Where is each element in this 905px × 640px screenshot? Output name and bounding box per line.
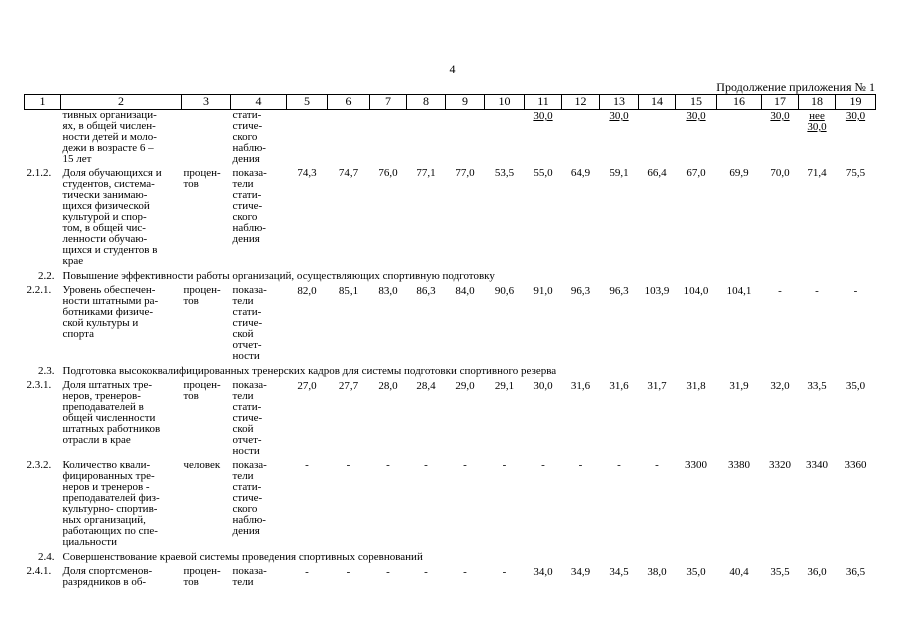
- column-header: 16: [717, 95, 762, 110]
- value-cell: [328, 110, 370, 166]
- value-cell: [287, 110, 328, 166]
- indicator-number: 2.3.2.: [26, 459, 52, 471]
- value-cell: [446, 110, 485, 166]
- indicator-number: 2.3.1.: [26, 380, 52, 391]
- value-cell: 77,1: [416, 167, 436, 179]
- value-cell: -: [424, 566, 428, 578]
- value-cell: 90,6: [494, 285, 515, 297]
- column-header: 14: [639, 95, 676, 110]
- value-cell: -: [463, 566, 467, 578]
- value-cell: 31,8: [686, 380, 706, 392]
- indicator-source: показа- тели стати- стиче- ской отчет- ности: [232, 285, 267, 362]
- value-cell: 30,0: [609, 110, 629, 122]
- value-cell: 70,0: [770, 167, 790, 179]
- column-header: 17: [762, 95, 799, 110]
- value-cell: -: [502, 459, 507, 471]
- value-cell: 34,0: [533, 566, 553, 578]
- indicator-unit: процен- тов: [183, 285, 221, 307]
- value-cell: [370, 110, 407, 166]
- value-cell: 67,0: [686, 167, 706, 179]
- column-header: 6: [328, 95, 370, 110]
- section-title: Повышение эффективности работы организаций, осуществляющих спортивную подготовку: [62, 270, 495, 282]
- value-cell: 96,3: [609, 285, 629, 297]
- indicator-source: показа- тели стати- стиче- ского наблю- дения: [232, 167, 267, 245]
- indicator-source: показа- тели стати- стиче- ской отчет- ности: [232, 380, 267, 457]
- indicator-name: Количество квали- фицированных тре- неров и тренеров - преподавателей физ- культурно- спортив- ных организаций, работающих по спе- циальности: [62, 459, 160, 548]
- indicator-name: Доля обучающихся и студентов, система- тически занимаю- щихся физической культурой и спор- том, в общей чис- ленности обучаю- щихся и студентов в крае: [62, 167, 162, 267]
- value-cell: -: [463, 459, 467, 471]
- section-number: 2.4.: [38, 551, 55, 563]
- value-cell: 40,4: [729, 566, 749, 578]
- indicator-unit: процен- тов: [183, 167, 221, 190]
- value-cell: 55,0: [533, 167, 553, 179]
- value-cell: 104,0: [683, 285, 709, 297]
- value-cell: 36,0: [807, 566, 827, 578]
- value-cell: нее 30,0: [807, 110, 827, 133]
- value-cell: 27,7: [338, 380, 359, 392]
- value-cell: -: [346, 459, 351, 471]
- value-cell: 30,0: [533, 110, 553, 122]
- value-cell: -: [853, 285, 858, 297]
- continuation-label: Продолжение приложения № 1: [716, 80, 875, 94]
- value-cell: 86,3: [416, 285, 436, 297]
- column-header: 2: [61, 95, 182, 110]
- value-cell: 53,5: [494, 167, 515, 179]
- value-cell: 35,5: [770, 566, 790, 578]
- table-row: [25, 566, 876, 588]
- value-cell: 35,0: [686, 566, 706, 578]
- value-cell: 33,5: [807, 380, 827, 392]
- value-cell: 96,3: [570, 285, 591, 297]
- section-title: Подготовка высококвалифицированных тренерских кадров для системы подготовки спортивного резерва: [62, 365, 557, 377]
- value-cell: 84,0: [455, 285, 475, 297]
- column-header: 5: [287, 95, 328, 110]
- value-cell: 29,1: [494, 380, 515, 392]
- indicator-unit: человек: [183, 459, 221, 471]
- value-cell: 38,0: [647, 566, 667, 578]
- section-number: 2.3.: [38, 365, 55, 377]
- column-header: 1: [25, 95, 61, 110]
- column-header: 4: [231, 95, 287, 110]
- value-cell: 30,0: [533, 380, 553, 392]
- value-cell: -: [578, 459, 583, 471]
- value-cell: 75,5: [845, 167, 866, 179]
- value-cell: 3300: [685, 459, 707, 471]
- value-cell: [639, 110, 676, 166]
- value-cell: [562, 110, 600, 166]
- value-cell: -: [815, 285, 819, 297]
- column-header: 11: [525, 95, 562, 110]
- section-row: [25, 267, 876, 285]
- column-header: 19: [836, 95, 876, 110]
- value-cell: -: [655, 459, 659, 471]
- value-cell: [485, 110, 525, 166]
- value-cell: 74,7: [338, 167, 359, 179]
- indicator-number: 2.4.1.: [26, 566, 52, 577]
- value-cell: 36,5: [845, 566, 866, 578]
- value-cell: -: [386, 459, 390, 471]
- value-cell: 27,0: [297, 380, 317, 392]
- value-cell: 35,0: [845, 380, 866, 392]
- column-header: 18: [799, 95, 836, 110]
- value-cell: -: [541, 459, 545, 471]
- column-header: 12: [562, 95, 600, 110]
- indicator-name: тивных организаци- ях, в общей числен- ности детей и моло- дежи в возрасте 6 – 15 лет: [62, 109, 157, 165]
- value-cell: -: [502, 566, 507, 578]
- indicator-name: Доля спортсменов- разрядников в об-: [62, 566, 153, 588]
- value-cell: -: [617, 459, 621, 471]
- indicator-source: стати- стиче- ского наблю- дения: [232, 109, 266, 165]
- value-cell: 77,0: [455, 167, 475, 179]
- table-row: [25, 380, 876, 457]
- value-cell: 32,0: [770, 380, 790, 392]
- value-cell: 3360: [844, 459, 867, 471]
- column-header: 13: [600, 95, 639, 110]
- value-cell: -: [346, 566, 351, 578]
- indicator-unit: процен- тов: [183, 566, 221, 588]
- value-cell: 28,0: [378, 380, 398, 392]
- value-cell: 104,1: [726, 285, 752, 297]
- indicator-number: 2.1.2.: [26, 167, 52, 179]
- indicator-name: Уровень обеспечен- ности штатными ра- ботниками физиче- ской культуры и спорта: [62, 285, 159, 340]
- value-cell: 34,9: [570, 566, 591, 578]
- value-cell: -: [778, 285, 782, 297]
- section-row: [25, 548, 876, 566]
- value-cell: 103,9: [644, 285, 670, 297]
- page-number: 4: [449, 62, 456, 76]
- column-header: 3: [182, 95, 231, 110]
- value-cell: 30,0: [686, 110, 706, 122]
- table-row: [25, 165, 876, 267]
- section-title: Совершенствование краевой системы проведения спортивных соревнований: [62, 551, 423, 563]
- column-header: 8: [407, 95, 446, 110]
- value-cell: 31,6: [609, 380, 629, 392]
- value-cell: -: [424, 459, 428, 471]
- value-cell: -: [305, 459, 309, 471]
- column-header: 9: [446, 95, 485, 110]
- value-cell: -: [305, 566, 309, 578]
- header-row: [25, 95, 876, 110]
- value-cell: 59,1: [609, 167, 629, 179]
- value-cell: 28,4: [416, 380, 436, 392]
- value-cell: 31,6: [570, 380, 591, 392]
- value-cell: 83,0: [378, 285, 398, 297]
- indicator-source: показа- тели: [232, 566, 267, 588]
- value-cell: 74,3: [297, 167, 317, 179]
- section-number: 2.2.: [38, 270, 55, 282]
- value-cell: 91,0: [533, 285, 553, 297]
- indicator-name: Доля штатных тре- неров, тренеров- преподавателей в общей численности штатных работников отрасли в крае: [62, 380, 161, 446]
- value-cell: 85,1: [338, 285, 359, 297]
- table-row: [25, 285, 876, 362]
- value-cell: 64,9: [570, 167, 591, 179]
- value-cell: -: [386, 566, 390, 578]
- value-cell: 71,4: [807, 167, 827, 179]
- column-header: 10: [485, 95, 525, 110]
- section-row: [25, 362, 876, 380]
- value-cell: 3320: [769, 459, 791, 471]
- value-cell: [717, 110, 762, 166]
- value-cell: 30,0: [845, 110, 866, 122]
- indicator-unit: процен- тов: [183, 380, 221, 402]
- value-cell: 69,9: [729, 167, 749, 179]
- value-cell: 31,7: [647, 380, 667, 392]
- value-cell: 3380: [728, 459, 750, 471]
- value-cell: 3340: [806, 459, 828, 471]
- value-cell: 30,0: [770, 110, 790, 122]
- value-cell: 76,0: [378, 167, 398, 179]
- table-row: [25, 457, 876, 548]
- value-cell: [407, 110, 446, 166]
- value-cell: 82,0: [297, 285, 317, 297]
- indicator-number: 2.2.1.: [26, 285, 52, 296]
- value-cell: 29,0: [455, 380, 475, 392]
- table-row: [25, 110, 876, 166]
- value-cell: 34,5: [609, 566, 629, 578]
- indicators-table: [24, 94, 876, 588]
- value-cell: 31,9: [729, 380, 749, 392]
- column-header: 15: [676, 95, 717, 110]
- value-cell: 66,4: [647, 167, 667, 179]
- column-header: 7: [370, 95, 407, 110]
- indicator-source: показа- тели стати- стиче- ского наблю- дения: [232, 459, 267, 537]
